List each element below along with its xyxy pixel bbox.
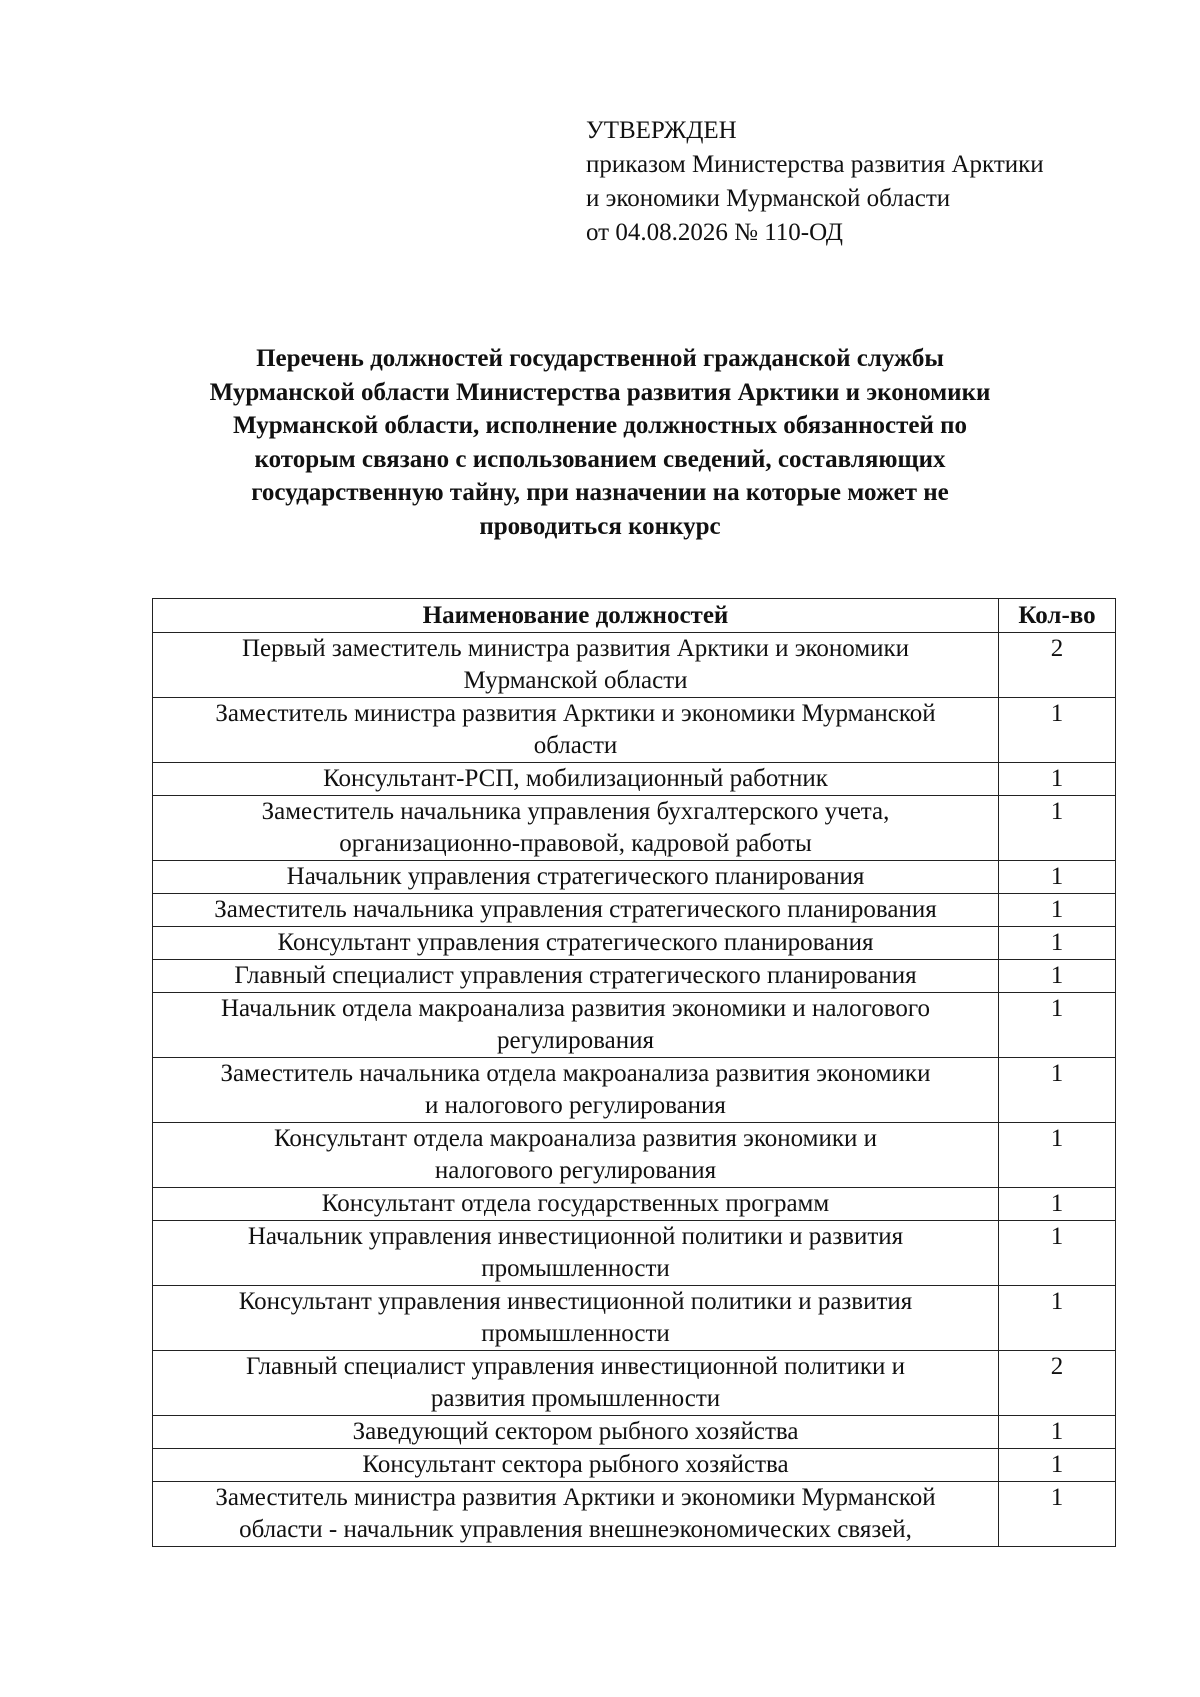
position-name bbox=[153, 1416, 999, 1449]
position-name-line: Главный специалист управления стратегического планирования bbox=[234, 962, 917, 989]
position-name-line: Заместитель начальника управления стратегического планирования bbox=[214, 896, 937, 923]
title-line: Мурманской области, исполнение должностных обязанностей по bbox=[232, 412, 968, 439]
title-line: Мурманской области Министерства развития Арктики и экономики bbox=[209, 378, 991, 406]
position-name bbox=[153, 1123, 999, 1188]
position-qty: 1 bbox=[999, 1286, 1116, 1351]
document-title bbox=[150, 342, 1050, 543]
position-qty: 1 bbox=[999, 960, 1116, 993]
position-name-line: Начальник отдела макроанализа развития экономики и налогового bbox=[220, 995, 931, 1022]
position-qty: 1 bbox=[999, 698, 1116, 763]
table-row bbox=[153, 894, 1116, 927]
title-line: Перечень должностей государственной гражданской службы bbox=[256, 345, 944, 372]
position-name bbox=[153, 796, 999, 861]
position-name bbox=[153, 763, 999, 796]
position-qty: 1 bbox=[999, 1221, 1116, 1286]
position-name-line: Заместитель начальника управления бухгалтерского учета, bbox=[261, 798, 890, 825]
position-qty: 1 bbox=[999, 1188, 1116, 1221]
position-name-line: Консультант управления инвестиционной политики и развития bbox=[238, 1288, 913, 1315]
table-row bbox=[153, 1188, 1116, 1221]
position-name-line: Заместитель министра развития Арктики и экономики Мурманской bbox=[215, 700, 936, 727]
table-header-row bbox=[153, 599, 1116, 633]
position-name bbox=[153, 993, 999, 1058]
table-row bbox=[153, 698, 1116, 763]
table-row bbox=[153, 1123, 1116, 1188]
position-name-line: Консультант-РСП, мобилизационный работник bbox=[323, 765, 828, 792]
position-name bbox=[153, 1351, 999, 1416]
position-name-line: и налогового регулирования bbox=[425, 1092, 726, 1119]
position-name bbox=[153, 1221, 999, 1286]
position-qty: 1 bbox=[999, 1123, 1116, 1188]
position-qty: 1 bbox=[999, 763, 1116, 796]
position-name-line: промышленности bbox=[481, 1255, 670, 1282]
table-row bbox=[153, 927, 1116, 960]
position-qty: 1 bbox=[999, 861, 1116, 894]
positions-table bbox=[152, 598, 1116, 1547]
table-row bbox=[153, 763, 1116, 796]
table-row bbox=[153, 1221, 1116, 1286]
position-name-line: Консультант отдела государственных программ bbox=[321, 1190, 830, 1217]
position-name-line: налогового регулирования bbox=[434, 1157, 717, 1184]
position-name-line: Консультант отдела макроанализа развития экономики и bbox=[273, 1125, 877, 1152]
table-row bbox=[153, 960, 1116, 993]
position-qty: 1 bbox=[999, 1416, 1116, 1449]
position-qty: 2 bbox=[999, 633, 1116, 698]
position-name-line: Консультант сектора рыбного хозяйства bbox=[362, 1451, 789, 1478]
table-row bbox=[153, 1058, 1116, 1123]
position-qty: 1 bbox=[999, 1482, 1116, 1547]
position-name bbox=[153, 698, 999, 763]
position-name bbox=[153, 1449, 999, 1482]
approval-stamp bbox=[586, 114, 1044, 250]
title-line: которым связано с использованием сведений, составляющих bbox=[254, 445, 946, 473]
position-name-line: Консультант управления стратегического планирования bbox=[277, 929, 874, 956]
approval-order-line: приказом Министерства развития Арктики bbox=[586, 151, 1044, 178]
table-row bbox=[153, 861, 1116, 894]
table-row bbox=[153, 1351, 1116, 1416]
position-name-line: промышленности bbox=[481, 1320, 670, 1347]
position-name-line: области - начальник управления внешнеэкономических связей, bbox=[239, 1516, 912, 1543]
position-qty: 1 bbox=[999, 927, 1116, 960]
position-name bbox=[153, 1058, 999, 1123]
position-qty: 1 bbox=[999, 894, 1116, 927]
position-name-line: Заместитель начальника отдела макроанализа развития экономики bbox=[220, 1060, 931, 1087]
position-name bbox=[153, 894, 999, 927]
table-row bbox=[153, 796, 1116, 861]
table-body bbox=[153, 633, 1116, 1547]
position-qty: 1 bbox=[999, 993, 1116, 1058]
position-name-line: Заместитель министра развития Арктики и экономики Мурманской bbox=[215, 1484, 936, 1511]
position-qty: 2 bbox=[999, 1351, 1116, 1416]
position-name bbox=[153, 1482, 999, 1547]
position-qty: 1 bbox=[999, 1449, 1116, 1482]
table-row bbox=[153, 1416, 1116, 1449]
position-name-line: регулирования bbox=[497, 1027, 654, 1054]
position-qty: 1 bbox=[999, 796, 1116, 861]
position-name bbox=[153, 633, 999, 698]
position-name-line: Мурманской области bbox=[463, 667, 688, 694]
table-row bbox=[153, 993, 1116, 1058]
position-name bbox=[153, 960, 999, 993]
position-name bbox=[153, 1188, 999, 1221]
title-line: проводиться конкурс bbox=[479, 512, 721, 540]
table-row bbox=[153, 1482, 1116, 1547]
approval-date-number: от 04.08.2026 № 110-ОД bbox=[586, 219, 843, 246]
position-name-line: Начальник управления стратегического планирования bbox=[286, 863, 865, 890]
position-name bbox=[153, 861, 999, 894]
column-header-qty: Кол-во bbox=[999, 599, 1116, 633]
column-header-name: Наименование должностей bbox=[153, 599, 999, 633]
approval-heading: УТВЕРЖДЕН bbox=[586, 117, 737, 144]
position-name-line: Начальник управления инвестиционной политики и развития bbox=[247, 1223, 904, 1250]
position-name-line: развития промышленности bbox=[430, 1385, 721, 1412]
title-line: государственную тайну, при назначении на которые может не bbox=[251, 479, 949, 506]
position-name-line: области bbox=[533, 732, 618, 759]
position-name-line: организационно-правовой, кадровой работы bbox=[339, 830, 812, 857]
table-row bbox=[153, 1449, 1116, 1482]
position-qty: 1 bbox=[999, 1058, 1116, 1123]
approval-ministry-line: и экономики Мурманской области bbox=[586, 185, 951, 212]
position-name-line: Главный специалист управления инвестиционной политики и bbox=[245, 1353, 906, 1380]
position-name-line: Первый заместитель министра развития Арктики и экономики bbox=[241, 635, 910, 662]
position-name-line: Заведующий сектором рыбного хозяйства bbox=[352, 1418, 799, 1445]
position-name bbox=[153, 927, 999, 960]
position-name bbox=[153, 1286, 999, 1351]
table-row bbox=[153, 1286, 1116, 1351]
table-row bbox=[153, 633, 1116, 698]
